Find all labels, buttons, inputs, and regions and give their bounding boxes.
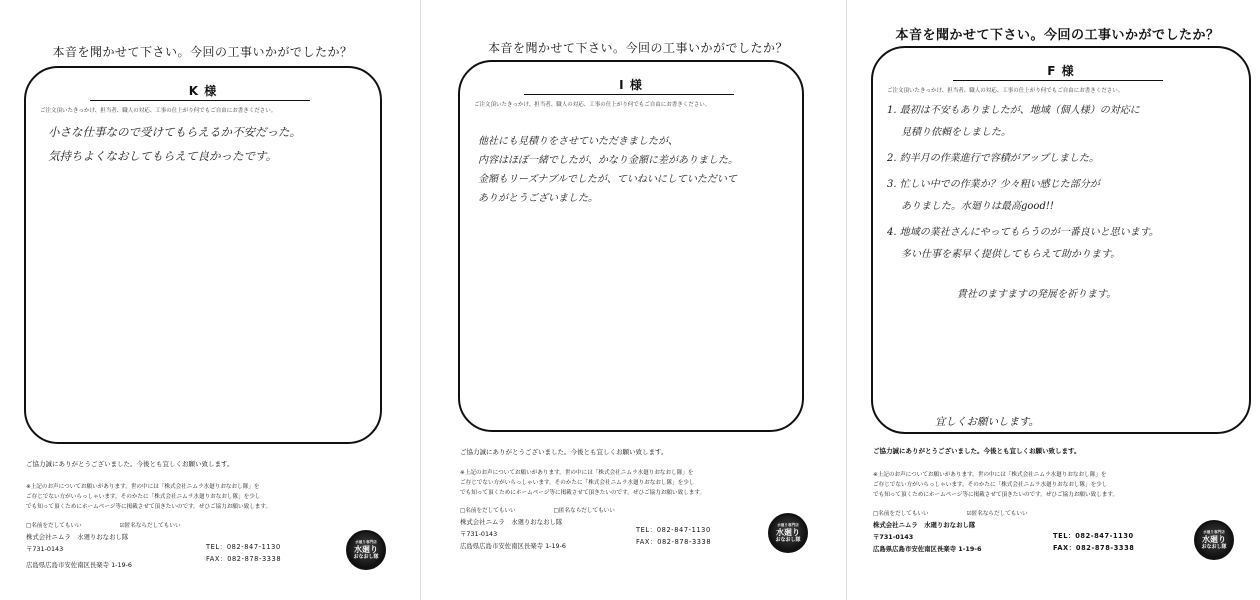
company-address: 広島県広島市安佐南区長楽寺 1-19-6 [26,561,132,569]
comment-line: 金額もリーズナブルでしたが、ていねいにしていただいて [478,174,737,185]
company-name: 株式会社ニムラ 水廻りおなおし隊 [873,521,976,529]
company-name: 株式会社ニムラ 水廻りおなおし隊 [26,533,129,541]
survey-header: 本音を聞かせて下さい。今回の工事いかがでしたか？ [487,41,788,55]
comment-frame [24,66,382,444]
company-logo [1194,520,1234,560]
comment-line: 貴社のますますの発展を祈ります。 [957,289,1117,300]
fax-number: FAX：082-878-3338 [1053,544,1135,552]
page-divider [846,0,847,600]
comment-frame [458,60,804,432]
thanks-text: ご協力誠にありがとうございました。今後とも宜しくお願い致します。 [26,460,234,468]
company-logo [768,513,808,553]
check-anon-ok: ☑匿名ならだしてもいい [119,523,181,529]
note-line: ※上記のお声についてお願いがあります。世の中には「株式会社ニムラ水廻りおなおし隊」を [460,470,694,476]
customer-underline [953,80,1163,81]
comment-line: 内容はほぼ一緒でしたが、かなり金額に差がありました。 [478,155,738,166]
tel-number: TEL：082-847-1130 [206,543,281,551]
comment-line: 2. 約半月の作業進行で容積がアップしました。 [887,153,1100,164]
logo-main: 水廻り [354,545,378,554]
logo-sub: おなおし隊 [775,537,801,543]
logo-tagline: 水廻り専門店 [777,523,799,527]
logo-main: 水廻り [776,528,800,537]
publication-note [26,482,271,512]
postal-code: 〒731-0143 [460,530,498,538]
fax-number: FAX：082-878-3338 [636,538,712,546]
contact-info [1053,530,1134,554]
customer-name: K 様 [188,84,218,98]
note-line: ご存じでない方がいらっしゃいます。そのかたに「株式会社ニムラ水廻りおなおし隊」を少し [873,482,1108,488]
comment-line: 見積り依頼をしました。 [901,127,1011,138]
handwritten-signature: 宜しくお願いします。 [935,416,1040,428]
comment-line: 気持ちよくなおしてもらえて良かったです。 [48,149,278,163]
postal-code: 〒731-0143 [873,533,914,541]
customer-underline [524,94,734,95]
thanks-text: ご協力誠にありがとうございました。今後とも宜しくお願い致します。 [873,447,1081,455]
logo-tagline: 水廻り専門店 [1203,530,1225,534]
check-anon-ok: □匿名ならだしてもいい [553,508,615,514]
company-info [26,531,132,571]
comment-line: ありがとうございました。 [478,193,598,204]
logo-sub: おなおし隊 [353,554,379,560]
handwritten-comments [48,120,362,168]
comment-line: 4. 地域の業社さんにやってもらうのが一番良いと思います。 [887,227,1159,238]
note-line: ご存じでない方がいらっしゃいます。そのかたに「株式会社ニムラ水廻りおなおし隊」を少し [460,480,695,486]
comment-line: 多い仕事を素早く提供してもらえて助かります。 [901,249,1121,260]
instruction-text: ご注文頂いたきっかけ、担当者、職人の対応、工事の仕上がり何でもご自由にお書きください。 [887,88,1124,94]
comment-line: 1. 最初は不安もありましたが、地域（個人様）の対応に [887,105,1140,116]
handwritten-comments [478,132,784,208]
customer-underline [90,100,310,101]
comment-line: 3. 忙しい中での作業か？少々粗い感じた部分が [887,179,1100,190]
tel-number: TEL：082-847-1130 [636,526,711,534]
company-address: 広島県広島市安佐南区長楽寺 1-19-6 [460,542,566,550]
comment-line: 小さな仕事なので受けてもらえるか不安だった。 [48,125,301,139]
fax-number: FAX：082-878-3338 [206,555,282,563]
survey-page-f [855,0,1260,600]
check-name-ok: □名前をだしてもいい [26,523,82,529]
check-anon-ok: ☑匿名ならだしてもいい [966,511,1028,517]
customer-name: F 様 [1047,64,1075,78]
company-info [873,519,981,555]
company-name: 株式会社ニムラ 水廻りおなおし隊 [460,518,563,526]
publication-note [460,468,705,498]
consent-checks [873,509,1028,517]
survey-header: 本音を聞かせて下さい。今回の工事いかがでしたか？ [895,28,1220,43]
check-name-ok: □名前をだしてもいい [460,508,516,514]
note-line: でも知って頂くためにホームページ等に掲載させて頂きたいのです。ぜひご協力お願い致します。 [460,490,706,496]
company-info [460,516,566,552]
comment-line: 他社にも見積りをさせていただきましたが、 [478,136,678,147]
note-line: でも知って頂くためにホームページ等に掲載させて頂きたいのです。ぜひご協力お願い致します。 [873,492,1119,498]
thanks-text: ご協力誠にありがとうございました。今後とも宜しくお願い致します。 [460,448,668,456]
company-address: 広島県広島市安佐南区長楽寺 1-19-6 [873,545,982,553]
survey-page-k [0,0,405,600]
contact-info [636,524,711,548]
comment-line: ありました。水廻りは最高good!! [901,201,1054,212]
note-line: でも知って頂くためにホームページ等に掲載させて頂きたいのです。ぜひご協力お願い致します。 [26,504,272,510]
consent-checks [26,521,181,529]
check-name-ok: □名前をだしてもいい [873,511,929,517]
comment-frame [871,46,1251,434]
customer-name: I 様 [619,78,643,92]
instruction-text: ご注文頂いたきっかけ、担当者、職人の対応、工事の仕上がり何でもご自由にお書きください。 [40,108,277,114]
logo-sub: おなおし隊 [1201,544,1227,550]
consent-checks [460,506,615,514]
postal-code: 〒731-0143 [26,545,64,553]
logo-tagline: 水廻り専門店 [355,540,377,544]
page-divider [420,0,421,600]
contact-info [206,541,281,565]
instruction-text: ご注文頂いたきっかけ、担当者、職人の対応、工事の仕上がり何でもご自由にお書きください。 [474,102,711,108]
note-line: ※上記のお声についてお願いがあります。世の中には「株式会社ニムラ水廻りおなおし隊」を [26,484,260,490]
survey-page-i [438,0,838,600]
logo-main: 水廻り [1202,535,1226,544]
publication-note [873,470,1118,500]
note-line: ※上記のお声についてお願いがあります。世の中には「株式会社ニムラ水廻りおなおし隊」を [873,472,1107,478]
handwritten-comments [887,100,1231,306]
company-logo [346,530,386,570]
note-line: ご存じでない方がいらっしゃいます。そのかたに「株式会社ニムラ水廻りおなおし隊」を少し [26,494,261,500]
tel-number: TEL：082-847-1130 [1053,532,1134,540]
survey-header: 本音を聞かせて下さい。今回の工事いかがでしたか？ [52,45,353,59]
